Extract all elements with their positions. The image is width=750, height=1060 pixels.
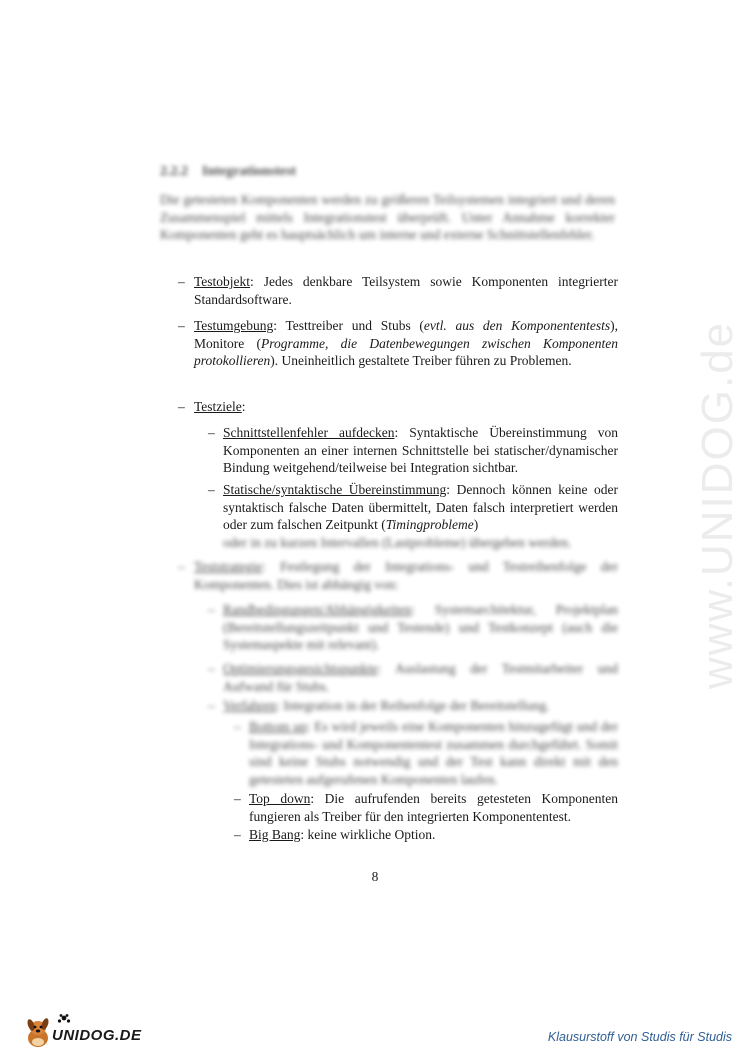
term-label: Optimierungsgesichtspunkte (223, 661, 378, 676)
intro-paragraph: Die getesteten Komponenten werden zu größeren Teilsystemen integriert und deren Zusammenspiel mittels Integrationstest überprüft. Unter Annahme korrekter Komponenten geht es hauptsächlich um interne und externe Schnittstellenfehler. (160, 192, 615, 242)
sublist-item-optimierung (208, 660, 618, 695)
term-text: : Testtreiber und Stubs ( (273, 318, 424, 333)
list-dash: – (234, 827, 241, 842)
section-heading (160, 163, 615, 181)
term-text: : Die aufrufenden bereits getesteten Komponenten fungieren als Treiber für den integrierten Komponententest. (249, 791, 618, 824)
list-dash: – (178, 559, 185, 574)
list-dash: – (234, 791, 241, 806)
list-dash: – (208, 602, 215, 617)
logo-text: UNIDOG.DE (52, 1027, 142, 1044)
section-number: 2.2.2 (160, 164, 188, 179)
list-dash: – (208, 482, 215, 497)
term-text: : Festlegung der Integrations- und Testreihenfolge der Komponenten. Dies ist abhängig von: (194, 559, 618, 592)
subsublist-item-topdown (234, 790, 618, 825)
term-text: ), Monitore ( (194, 318, 618, 351)
term-text: : (241, 399, 246, 414)
subsublist-item-bigbang (234, 826, 618, 844)
term-text: : Syntaktische Übereinstimmung von Komponenten an einer internen Schnittstelle bei statischer/dynamischer Bindung weitgehend/teilweise bei Integration sichtbar. (223, 425, 618, 475)
term-text: : Systemarchitektur, Projektplan (Bereitstellungszeitpunkt und Testende) und Testkonzept (auch die Systemaspekte mit relevant). (223, 602, 618, 652)
term-text: : Jedes denkbare Teilsystem sowie Komponenten integrierter Standardsoftware. (194, 274, 618, 307)
term-label: Testumgebung (194, 318, 274, 333)
list-dash: – (208, 425, 215, 440)
term-label: Teststrategie (194, 559, 263, 574)
sublist-item-verfahren (208, 697, 618, 715)
list-item-testziele (178, 398, 618, 416)
term-label: Testobjekt (194, 274, 251, 289)
sublist-item-schnittstellen (208, 424, 618, 477)
term-italic: Programme, die Datenbewegungen zwischen Komponenten protokollieren (194, 335, 618, 368)
term-italic: evtl. aus den Komponententests (423, 318, 611, 333)
term-text: ). Uneinheitlich gestaltete Treiber führen zu Problemen. (270, 353, 572, 368)
sublist-item-statisch (208, 481, 618, 551)
term-text: : Dennoch können keine oder syntaktisch falsche Daten übermittelt, Daten falsch interpretiert werden oder zum falschen Zeitpunkt ( (223, 482, 618, 532)
term-text: : Es wird jeweils eine Komponenten hinzugefügt und der Integrations- und Komponententest zusammen durchgeführt. Somit sind keine Stubs notwendig und der Test kann direkt mit den getesteten aufgerufenen Komponenten laufen. (249, 719, 618, 787)
list-dash: – (234, 719, 241, 734)
blurred-continuation: oder in zu kurzen Intervallen (Lastprobleme) übergeben werden. (223, 534, 572, 550)
term-label: Top down (249, 791, 311, 806)
list-dash: – (178, 318, 185, 333)
term-label: Statische/syntaktische Übereinstimmung (223, 482, 447, 497)
list-item-testumgebung (178, 317, 618, 370)
list-dash: – (178, 274, 185, 289)
term-label: Randbedingungen/Abhängigkeiten (223, 602, 412, 617)
term-italic: Timingprobleme (385, 517, 474, 532)
term-text: : Integration in der Reihenfolge der Bereitstellung. (276, 698, 550, 713)
list-dash: – (178, 399, 185, 414)
term-label: Big Bang (249, 827, 301, 842)
footer-tagline: Klausurstoff von Studis für Studis (547, 1030, 732, 1044)
term-label: Bottom up (249, 719, 307, 734)
subsublist-item-bottomup (234, 718, 618, 788)
watermark: www.UNIDOG.de (693, 320, 742, 690)
term-text: : keine wirkliche Option. (300, 827, 436, 842)
list-dash: – (208, 661, 215, 676)
term-label: Testziele (194, 399, 242, 414)
section-title: Integrationstest (202, 164, 297, 179)
term-text: : Auslastung der Testmitarbeiter und Aufwand für Stubs. (223, 661, 618, 694)
term-text: ) (473, 517, 479, 532)
sublist-item-randbedingungen (208, 601, 618, 654)
list-item-teststrategie (178, 558, 618, 593)
term-label: Verfahren (223, 698, 277, 713)
page-number: 8 (371, 869, 379, 884)
list-dash: – (208, 698, 215, 713)
term-label: Schnittstellenfehler aufdecken (223, 425, 395, 440)
list-item-testobjekt (178, 273, 618, 308)
